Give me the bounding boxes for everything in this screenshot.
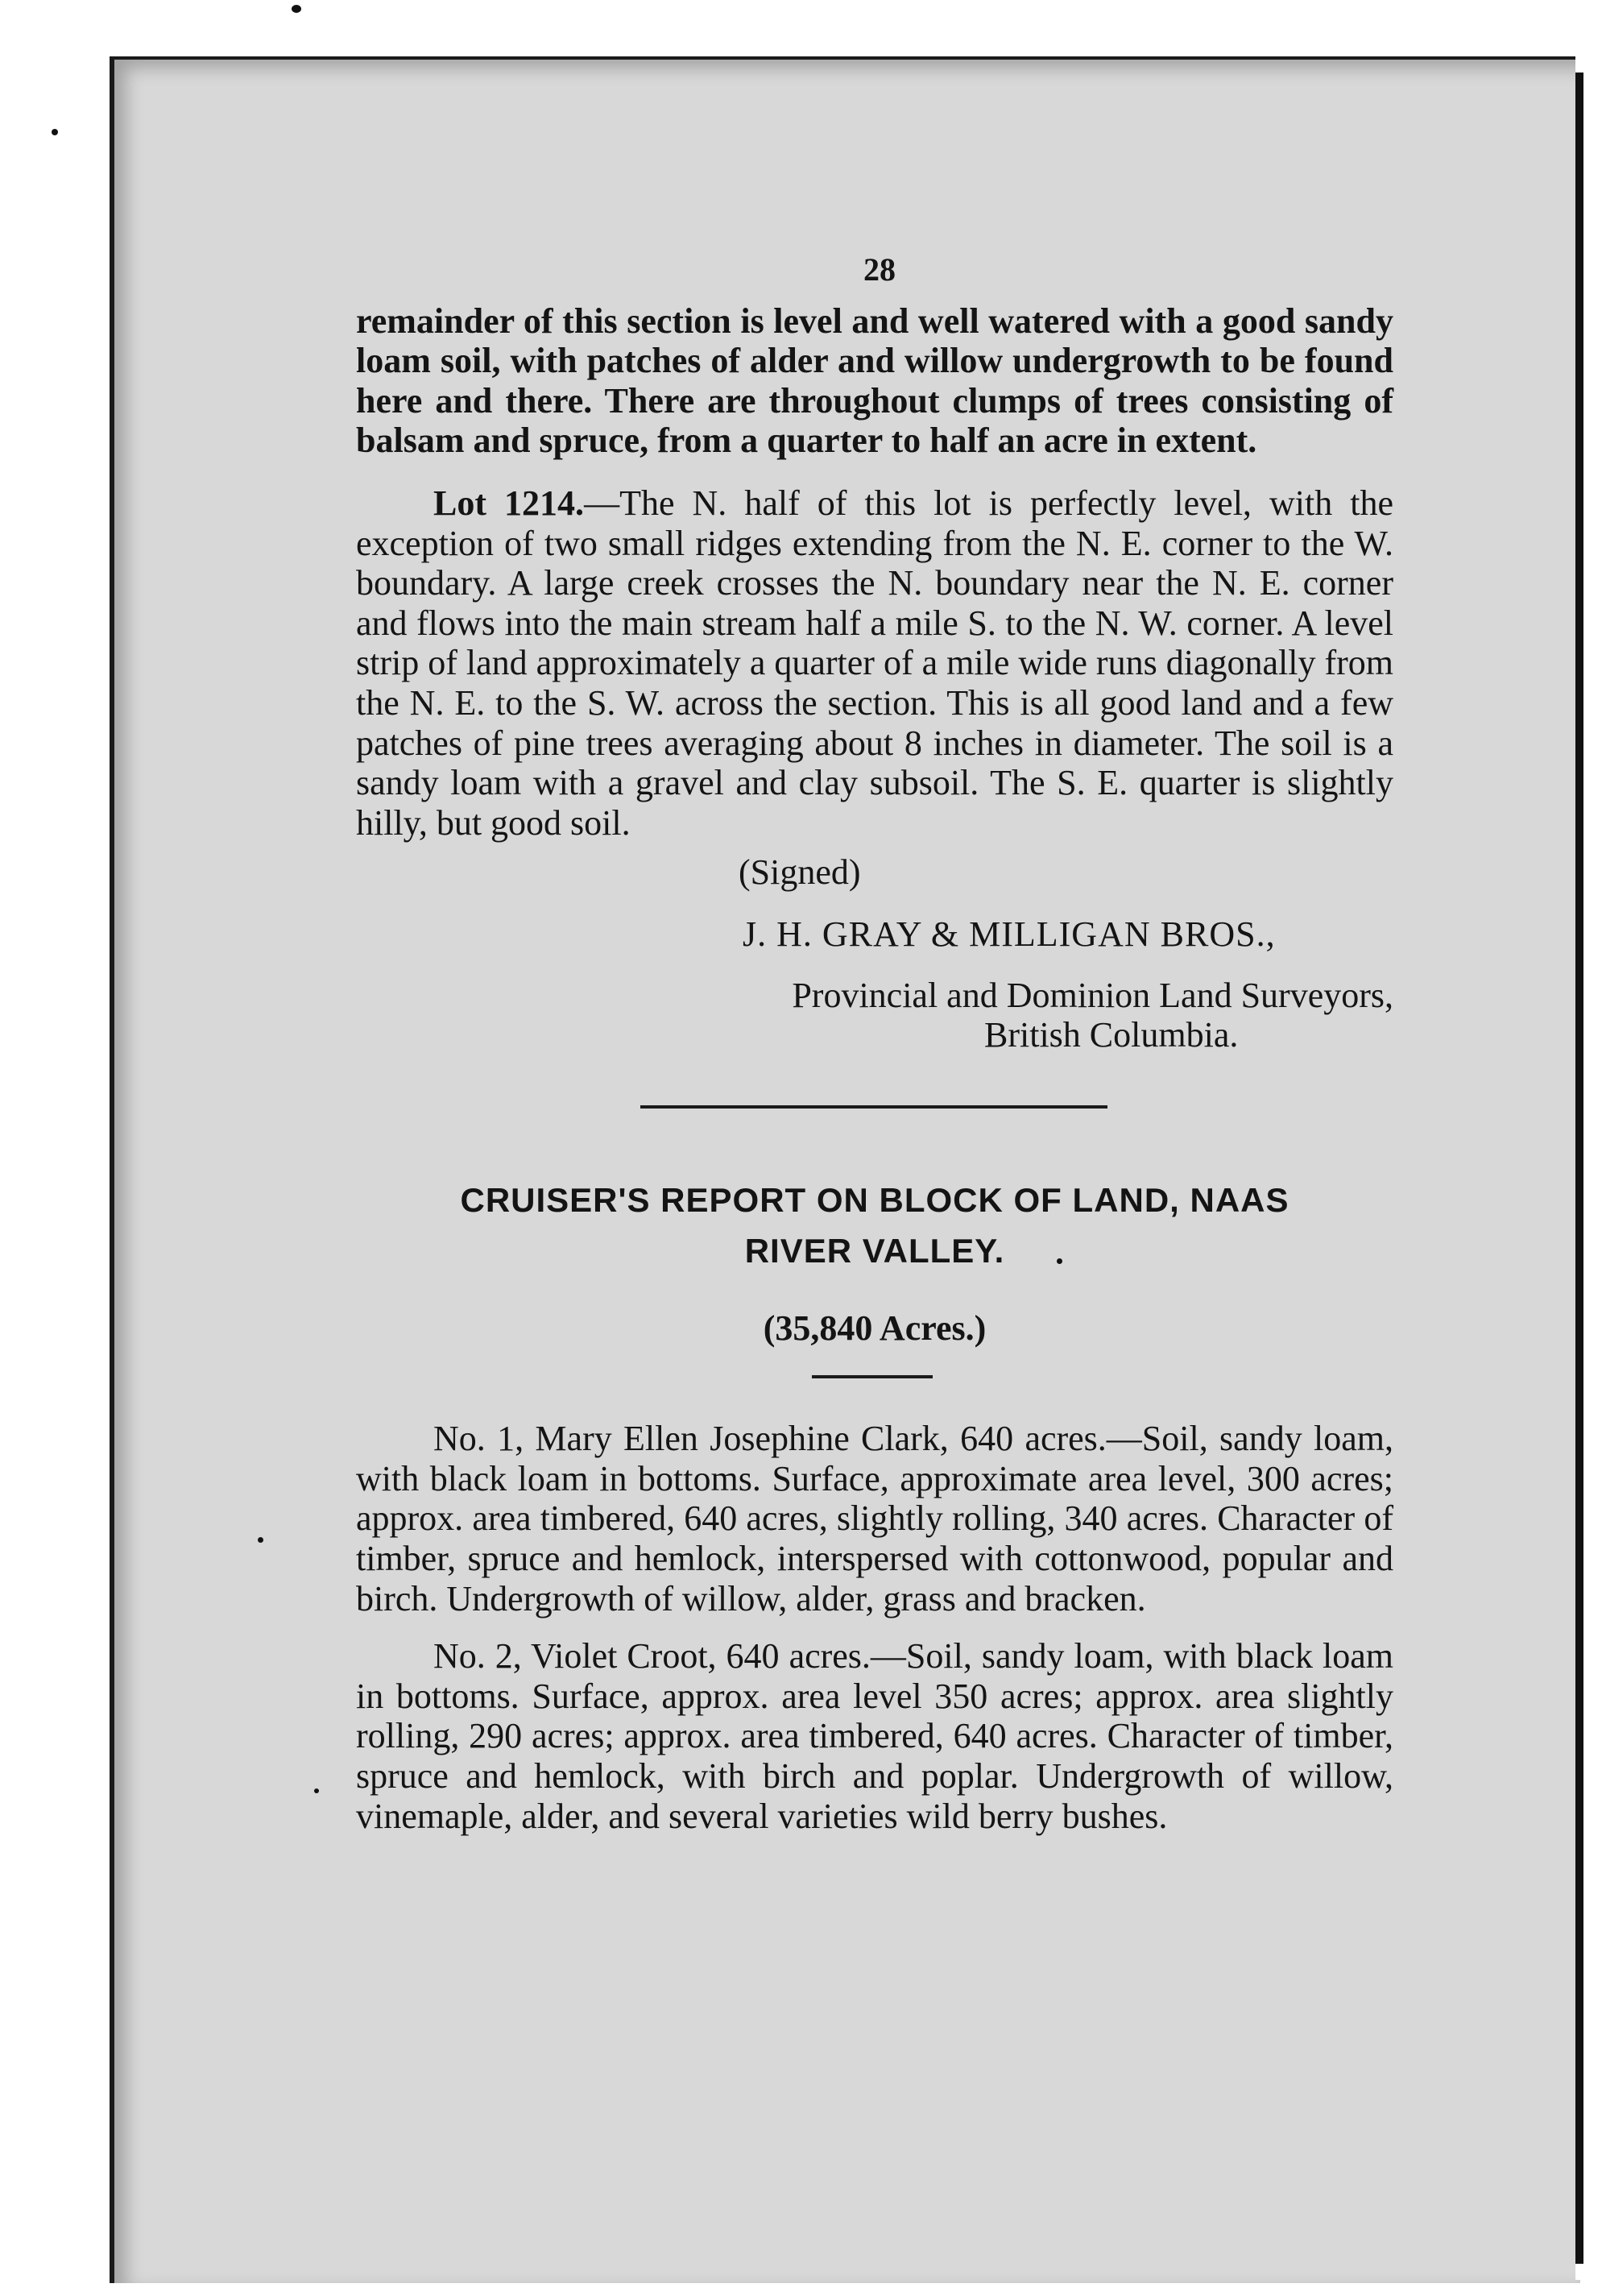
report-entry: No. 2, Violet Croot, 640 acres.—Soil, sandy loam, with black loam in bottoms. Surface, approx. area level 350 acres; approx. area slightly rolling, 290 acres; approx. area timbered, 640 acres. Character of timber, spruce and hemlock, with birch and poplar. Undergrowth of willow, vinemaple, alder, and several varieties wild berry bushes. (356, 1636, 1393, 1836)
scan-speck (292, 5, 301, 13)
facing-page-edge (1575, 56, 1602, 2280)
signed-label: (Signed) (739, 852, 861, 893)
scan-speck (258, 1537, 263, 1543)
continuation-paragraph: remainder of this section is level and well watered with a good sandy loam soil, with patches of alder and willow undergrowth to be found here and there. There are throughout clumps of trees consisting of balsam and spruce, from a quarter to half an acre in extent. (356, 300, 1393, 461)
page-number: 28 (863, 251, 896, 288)
binding-edge (1575, 73, 1583, 2264)
report-entry: No. 1, Mary Ellen Josephine Clark, 640 acres.—Soil, sandy loam, with black loam in bottoms. Surface, approximate area level, 300 acres; approx. area timbered, 640 acres, slightly rolling, 340 acres. Character of timber, spruce and hemlock, interspersed with cottonwood, popular and birch. Undergrowth of willow, alder, grass and bracken. (356, 1419, 1393, 1618)
signatory-place: British Columbia. (984, 1015, 1239, 1055)
report-title-line-1: CRUISER'S REPORT ON BLOCK OF LAND, NAAS (460, 1180, 1289, 1219)
lot-text: —The N. half of this lot is perfectly level, with the exception of two small ridges extending from the N. E. corner to the W. boundary. A large creek crosses the N. boundary near the N. E. corner and flows into the main stream half a mile S. to the N. W. corner. A level strip of land approximately a quarter of a mile wide runs diagonally from the N. E. to the S. W. across the section. This is all good land and a few patches of pine trees averaging about 8 inches in diameter. The soil is a sandy loam with a gravel and clay subsoil. The S. E. quarter is slightly hilly, but good soil. (356, 483, 1394, 843)
signatory-title: Provincial and Dominion Land Surveyors, (792, 975, 1393, 1015)
report-title-line-2: RIVER VALLEY. (744, 1231, 1005, 1270)
scan-speck (52, 129, 58, 135)
section-divider (640, 1105, 1107, 1109)
report-acreage: (35,840 Acres.) (763, 1308, 987, 1348)
signature-block (356, 852, 1393, 1055)
lot-paragraph (356, 483, 1393, 843)
report-title (356, 1175, 1393, 1276)
document-page (356, 250, 1393, 1836)
scan-speck (314, 1788, 319, 1793)
signatory-firm: J. H. GRAY & MILLIGAN BROS., (743, 914, 1276, 954)
lot-label: Lot 1214. (433, 483, 585, 523)
